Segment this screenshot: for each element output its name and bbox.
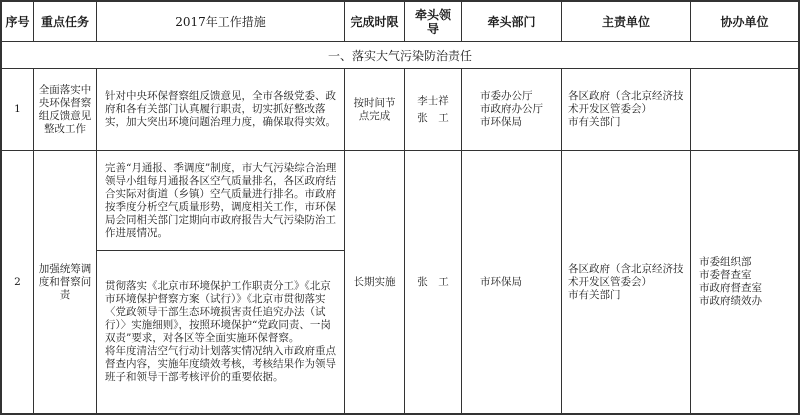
row2-assist-unit-3: 市政府督查室 [699,282,762,294]
row2-measures-b-block [97,251,344,413]
row2-resp-unit-2: 市有关部门 [568,288,621,301]
row2-leader: 张 工 [417,275,449,288]
row1-resp-units [562,69,690,150]
row1-lead-dept-2: 市政府办公厅 [480,103,543,115]
row1-lead-depts [462,69,561,150]
row2-assist-unit-4: 市政府绩效办 [699,295,762,307]
row1-leaders [405,69,461,150]
row2-lead-dept: 市环保局 [480,275,522,288]
row2-measures-b: 贯彻落实《北京市环境保护工作职责分工》《北京市环境保护督察方案（试行）》《北京市贯彻落实〈党政领导干部生态环境损害责任追究办法（试行）〉实施细则》，按照环境保护“党政同责、一岗双责”要求，对各区等全面实施环保督察。 [105,280,331,344]
row2-assist-unit-1: 市委组织部 [699,256,752,268]
row1-leader-1: 李士祥 [417,94,449,107]
header-deadline: 完成时限 [350,14,399,29]
header-leader: 牵头领导 [415,7,452,36]
table-border-right [798,0,800,415]
row1-seq: 1 [14,103,21,115]
header-measures: 2017年工作措施 [175,14,266,29]
row2-measures-c: 将年度清洁空气行动计划落实情况纳入市政府重点督查内容，实施年度绩效考核，考核结果作为领导班子和领导干部考核评价的重要依据。 [105,345,336,383]
table-border-bottom [0,413,800,415]
header-seq: 序号 [5,14,30,29]
header-resp-unit: 主责单位 [601,14,650,29]
row2-assist-units [691,151,798,413]
row2-assist-unit-2: 市委督查室 [699,269,752,281]
row1-resp-unit-1: 各区政府（含北京经济技术开发区管委会） [568,90,684,115]
header-task: 重点任务 [40,14,89,29]
row1-measures: 针对中央环保督察组反馈意见，全市各级党委、政府和各有关部门认真履行职责，切实抓好整改落实，加大突出环境问题治理力度，确保取得实效。 [105,90,336,128]
row1-deadline: 按时间节点完成 [353,96,396,122]
row2-resp-units [562,151,690,413]
row1-leader-2: 张 工 [417,111,449,124]
header-assist-unit: 协办单位 [720,14,769,29]
row1-lead-dept-1: 市委办公厅 [480,90,533,102]
row1-resp-unit-2: 市有关部门 [568,116,621,128]
row2-measures-a: 完善“月通报、季调度”制度，市大气污染综合治理领导小组每月通报各区空气质量排名，各区政府结合实际对街道（乡镇）空气质量进行排名。市政府按季度分析空气质量形势，调度相关工作，市环保局会同相关部门定期向市政府报告大气污染防治工作进展情况。 [105,161,337,239]
header-lead-dept: 牵头部门 [487,14,536,29]
row2-deadline: 长期实施 [353,275,396,288]
section-title: 一、落实大气污染防治责任 [327,48,472,63]
row1-lead-dept-3: 市环保局 [480,116,522,128]
row1-assist-units [691,69,798,150]
row1-task: 全面落实中央环保督察组反馈意见整改工作 [38,83,92,135]
row2-seq: 2 [14,275,21,288]
row2-task: 加强统筹调度和督察问责 [38,262,92,301]
row2-resp-unit-1: 各区政府（含北京经济技术开发区管委会） [568,262,684,288]
